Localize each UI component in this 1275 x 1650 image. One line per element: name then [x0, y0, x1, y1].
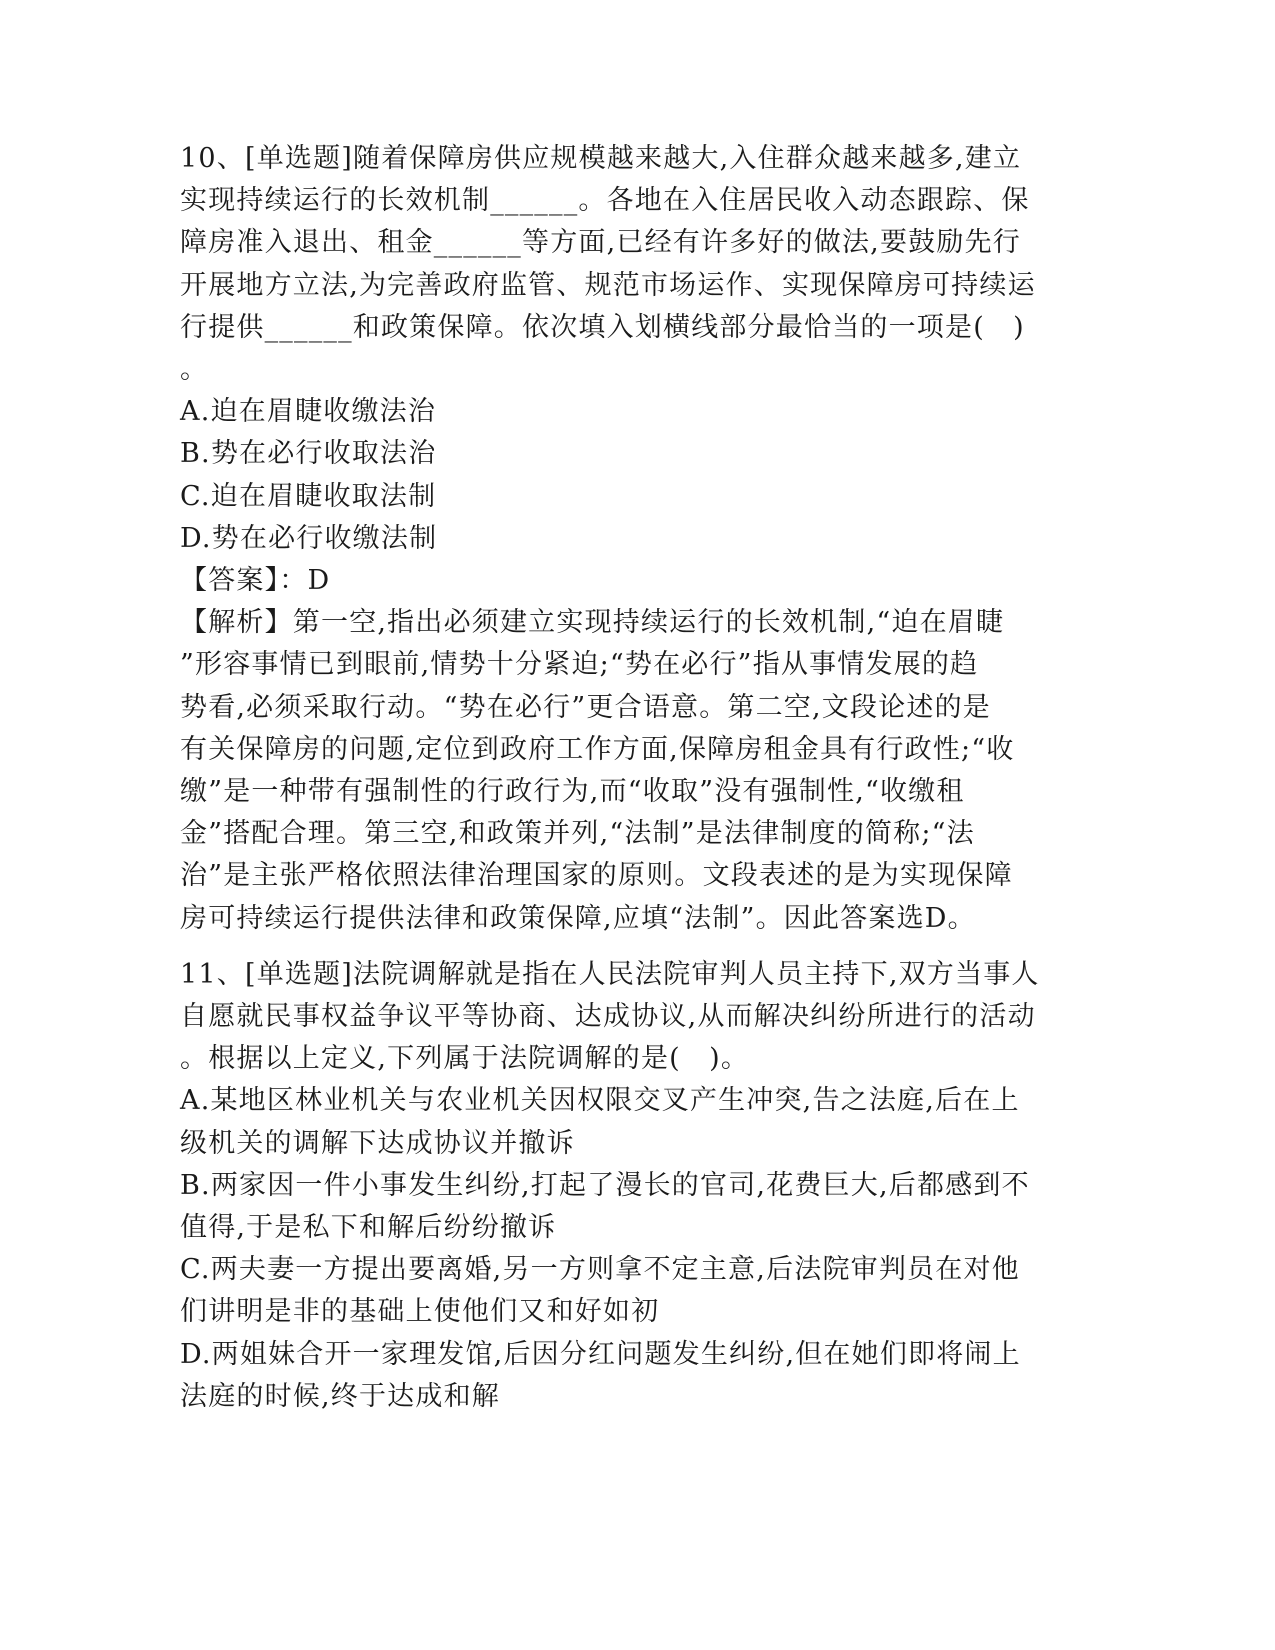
analysis-line: 房可持续运行提供法律和政策保障,应填“法制”。因此答案选D。	[180, 902, 976, 934]
analysis-line: 治”是主张严格依照法律治理国家的原则。文段表述的是为实现保障	[180, 860, 1013, 892]
analysis-line: 有关保障房的问题,定位到政府工作方面,保障房租金具有行政性;“收	[180, 733, 1015, 765]
analysis-line: ”形容事情已到眼前,情势十分紧迫;“势在必行”指从事情发展的趋	[180, 649, 979, 681]
stem-line: 10、[单选题]随着保障房供应规模越来越大,入住群众越来越多,建立	[180, 143, 1022, 174]
question-gap	[180, 940, 1030, 954]
analysis-line: 势看,必须采取行动。“势在必行”更合语意。第二空,文段论述的是	[180, 691, 991, 723]
stem-line: 自愿就民事权益争议平等协商、达成协议,从而解决纠纷所进行的活动	[180, 1001, 1036, 1033]
analysis-line: 金”搭配合理。第三空,和政策并列,“法制”是法律制度的简称;“法	[180, 818, 975, 850]
option-d-cont: 法庭的时候,终于达成和解	[180, 1380, 500, 1412]
stem-line: 开展地方立法,为完善政府监管、规范市场运作、实现保障房可持续运	[180, 269, 1036, 301]
stem-line: 11、[单选题]法院调解就是指在人民法院审判人员主持下,双方当事人	[180, 958, 1040, 990]
options-list	[180, 1080, 1030, 1418]
stem-line: 。根据以上定义,下列属于法院调解的是( )。	[180, 1043, 750, 1075]
question-stem	[180, 138, 1036, 391]
option-b: B.两家因一件小事发生纠纷,打起了漫长的官司,花费巨大,后都感到不	[180, 1169, 1030, 1201]
option-c: C.两夫妻一方提出要离婚,另一方则拿不定主意,后法院审判员在对他	[180, 1254, 1020, 1286]
option-c: C.迫在眉睫收取法制	[180, 480, 437, 512]
stem-line: 行提供______和政策保障。依次填入划横线部分最恰当的一项是( )	[180, 311, 1025, 343]
analysis-line: 缴”是一种带有强制性的行政行为,而“收取”没有强制性,“收缴租	[180, 776, 965, 808]
question-11	[180, 954, 1040, 1418]
analysis	[180, 602, 1030, 940]
answer: 【答案】：D	[180, 565, 331, 597]
question-10	[180, 138, 1036, 940]
option-a: A.某地区林业机关与农业机关因权限交叉产生冲突,告之法庭,后在上	[180, 1085, 1020, 1117]
document-page	[180, 138, 1040, 1418]
stem-line: 障房准入退出、租金______等方面,已经有许多好的做法,要鼓励先行	[180, 227, 1021, 259]
option-b-cont: 值得,于是私下和解后纷纷撤诉	[180, 1212, 557, 1244]
option-d: D.势在必行收缴法制	[180, 522, 438, 554]
option-b: B.势在必行收取法治	[180, 438, 437, 470]
option-c-cont: 们讲明是非的基础上使他们又和好如初	[180, 1296, 660, 1328]
option-a: A.迫在眉睫收缴法治	[180, 396, 437, 428]
option-d: D.两姐妹合开一家理发馆,后因分红问题发生纠纷,但在她们即将闹上	[180, 1338, 1021, 1370]
analysis-line: 【解析】第一空,指出必须建立实现持续运行的长效机制,“迫在眉睫	[180, 607, 1005, 639]
stem-line: 实现持续运行的长效机制______。各地在入住居民收入动态跟踪、保	[180, 185, 1030, 217]
question-stem	[180, 954, 1040, 1081]
stem-line: 。	[180, 354, 209, 386]
options-list	[180, 391, 1030, 560]
option-a-cont: 级机关的调解下达成协议并撤诉	[180, 1127, 575, 1159]
